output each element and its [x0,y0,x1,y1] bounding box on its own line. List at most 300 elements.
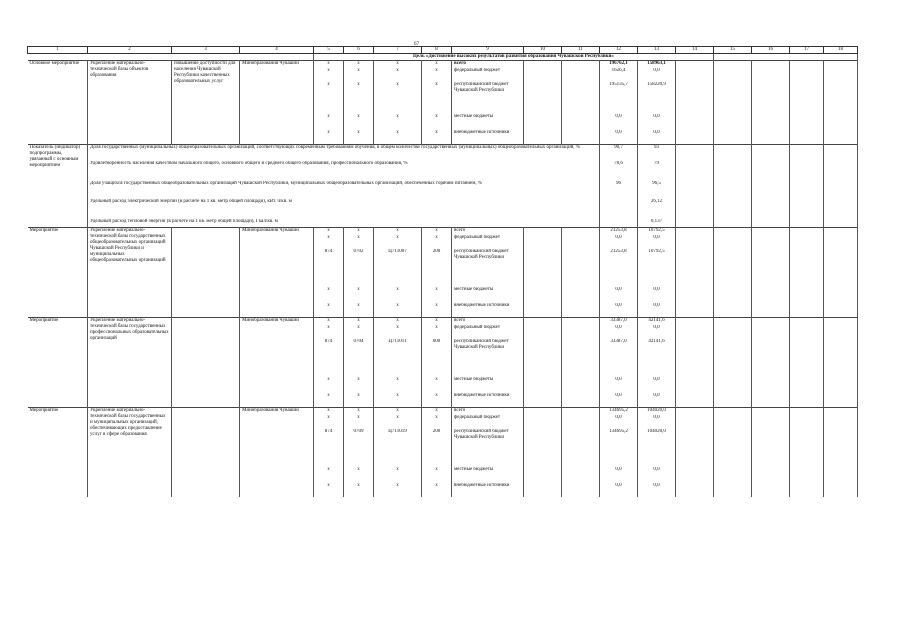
expense-group-code: x [422,287,452,303]
column-number: 14 [676,47,714,54]
funding-source: местные бюджеты [452,377,524,393]
funding-source: внебюджетные источники [452,130,524,145]
table-cell [824,415,858,429]
funding-source: местные бюджеты [452,467,524,483]
table-cell [676,303,714,318]
table-cell [676,318,714,326]
table-cell [524,114,562,130]
table-cell [714,377,752,393]
table-cell [824,339,858,377]
table-cell [676,287,714,303]
table-cell [562,393,600,408]
indicator-row [28,199,858,219]
table-cell [676,130,714,145]
grbs-code: 874 [314,339,344,377]
table-cell [676,408,714,416]
table-cell [752,377,790,393]
row-type-label: Основное мероприятие [28,61,88,145]
table-cell [524,61,562,69]
table-cell [824,429,858,467]
table-cell [524,303,562,318]
table-cell [524,82,562,114]
section-code: x [344,393,374,408]
expense-group-code: 200 [422,429,452,467]
table-cell [714,130,752,145]
event-name: Укрепление материально-технической базы государственных общеобразовательных организаций Чувашской Республики и муниципальных общеобразовательных организаций [88,228,172,318]
value-year-1: 21253,8 [600,228,638,236]
table-cell [714,325,752,339]
target-article-code: x [374,82,422,114]
value-year-1: 1626,4 [600,68,638,82]
target-article-code: x [374,393,422,408]
funding-source: федеральный бюджет [452,415,524,429]
executor: Минобразования Чувашии [240,408,314,498]
table-cell [562,339,600,377]
row-type-label: Мероприятие [28,408,88,498]
table-cell [790,408,824,416]
table-cell [790,429,824,467]
value-year-2: 0,0 [638,68,676,82]
value-year-1: 0,0 [600,483,638,497]
value-year-2: 158963,1 [638,61,676,69]
table-cell [676,228,714,236]
table-cell [562,415,600,429]
table-row [28,61,858,69]
table-cell [676,68,714,82]
target-article-code: Ц711019 [374,429,422,467]
funding-source: федеральный бюджет [452,325,524,339]
table-cell [824,325,858,339]
table-cell [676,325,714,339]
table-cell [824,303,858,318]
table-cell [676,393,714,408]
section-code: x [344,318,374,326]
table-cell [790,68,824,82]
value-year-1: 196762,1 [600,61,638,69]
grbs-code: 874 [314,429,344,467]
funding-source: всего [452,228,524,236]
section-code: x [344,130,374,145]
expected-result [172,408,240,498]
expense-group-code: 200 [422,249,452,287]
table-cell [714,228,752,236]
target-article-code: x [374,228,422,236]
section-code: 0702 [344,249,374,287]
table-cell [562,130,600,145]
table-cell [790,339,824,377]
table-cell [752,467,790,483]
table-cell [824,82,858,114]
table-cell [676,219,714,228]
grbs-code: x [314,467,344,483]
value-year-2: 104020,0 [638,429,676,467]
column-number: 15 [714,47,752,54]
column-number: 9 [452,47,524,54]
table-cell [790,483,824,497]
goal-title: Цель «Достижение высоких результатов развития образования Чувашской Республики» [314,54,714,61]
table-cell [790,145,824,162]
indicator-value-2: 79 [638,161,676,181]
target-article-code: Ц711007 [374,249,422,287]
grbs-code: x [314,483,344,497]
page-number: 67 [414,42,419,47]
section-code: x [344,114,374,130]
value-year-1: 195135,7 [600,82,638,114]
target-article-code: x [374,303,422,318]
table-cell [524,325,562,339]
table-cell [714,318,752,326]
table-cell [524,68,562,82]
row-type-label: Мероприятие [28,228,88,318]
table-cell [790,318,824,326]
table-cell [824,68,858,82]
table-cell [562,287,600,303]
funding-source: республиканский бюджет Чувашской Республики [452,339,524,377]
target-article-code: x [374,377,422,393]
target-article-code: x [374,467,422,483]
table-cell [824,199,858,219]
table-cell [790,287,824,303]
table-cell [562,235,600,249]
indicator-value-1: 96 [600,181,638,199]
table-cell [676,249,714,287]
indicator-text: Удельный расход тепловой энергии (в расчете на 1 кв. метр общей площади), Гкал/кв. м [88,219,600,228]
grbs-code: x [314,287,344,303]
grbs-code: x [314,130,344,145]
table-cell [524,429,562,467]
table-row [28,228,858,236]
table-row [28,318,858,326]
grbs-code: x [314,318,344,326]
table-cell [524,415,562,429]
table-cell [824,393,858,408]
grbs-code: 874 [314,249,344,287]
target-article-code: Ц711011 [374,339,422,377]
table-cell [524,408,562,416]
target-article-code: x [374,318,422,326]
table-cell [524,377,562,393]
event-name: Укрепление материально-технической базы государственных профессиональных образовательных организаций [88,318,172,408]
value-year-1: 0,0 [600,303,638,318]
table-cell [714,408,752,416]
table-cell [790,303,824,318]
expected-result [172,228,240,318]
table-cell [824,235,858,249]
section-code: x [344,235,374,249]
grbs-code: x [314,408,344,416]
table-cell [524,287,562,303]
target-article-code: x [374,483,422,497]
column-number: 11 [562,47,600,54]
section-code: x [344,415,374,429]
column-number: 6 [344,47,374,54]
indicator-value-2: 96,5 [638,181,676,199]
indicator-value-2: 93 [638,145,676,162]
expense-group-code: x [422,467,452,483]
indicator-value-1: 90,7 [600,145,638,162]
value-year-1: 134695,2 [600,429,638,467]
table-cell [752,287,790,303]
value-year-2: 0,0 [638,377,676,393]
table-cell [752,161,790,181]
table-cell [714,82,752,114]
table-cell [752,415,790,429]
funding-source: республиканский бюджет Чувашской Республики [452,429,524,467]
expense-group-code: x [422,408,452,416]
table-cell [676,145,714,162]
table-cell [676,339,714,377]
table-cell [824,145,858,162]
column-number: 8 [422,47,452,54]
funding-source: внебюджетные источники [452,393,524,408]
table-cell [752,318,790,326]
value-year-2: 0,0 [638,467,676,483]
indicator-text: Доля государственных (муниципальных) общеобразовательных организаций, соответствующих современным требованиям обучения, в общем количестве государственных (муниципальных) общеобразовательных организаций, % [88,145,600,162]
value-year-2: 42141,6 [638,339,676,377]
value-year-2: 0,0 [638,303,676,318]
value-year-1: 0,0 [600,130,638,145]
value-year-2: 0,0 [638,393,676,408]
funding-source: федеральный бюджет [452,235,524,249]
table-cell [790,61,824,69]
expense-group-code: x [422,318,452,326]
table-cell [752,393,790,408]
table-cell [524,339,562,377]
table-cell [714,61,752,69]
indicator-row [28,161,858,181]
value-year-2: 0,0 [638,325,676,339]
value-year-1: 134695,2 [600,408,638,416]
table-cell [562,408,600,416]
table-cell [752,145,790,162]
table-cell [824,161,858,181]
table-cell [824,114,858,130]
table-cell [752,235,790,249]
table-cell [714,161,752,181]
column-number: 10 [524,47,562,54]
table-cell [752,339,790,377]
section-code: x [344,325,374,339]
table-cell [524,393,562,408]
table-cell [790,219,824,228]
table-cell [752,228,790,236]
target-article-code: x [374,61,422,69]
table-cell [562,325,600,339]
table-cell [524,318,562,326]
column-number: 18 [824,47,858,54]
value-year-1: 33387,0 [600,339,638,377]
value-year-2: 0,0 [638,287,676,303]
section-code: x [344,467,374,483]
grbs-code: x [314,61,344,69]
grbs-code: x [314,235,344,249]
table-cell [714,393,752,408]
value-year-1: 33387,0 [600,318,638,326]
table-cell [752,61,790,69]
value-year-2: 0,0 [638,114,676,130]
section-code: x [344,82,374,114]
table-cell [752,303,790,318]
column-number: 1 [28,47,88,54]
table-cell [676,467,714,483]
table-cell [524,483,562,497]
row-type-label: Мероприятие [28,318,88,408]
value-year-2: 0,0 [638,130,676,145]
value-year-2: 0,0 [638,235,676,249]
table-cell [714,303,752,318]
table-cell [790,228,824,236]
table-cell [562,68,600,82]
indicator-value-2: 26,12 [638,199,676,219]
table-cell [562,82,600,114]
table-cell [714,287,752,303]
expense-group-code: x [422,82,452,114]
table-cell [752,325,790,339]
table-cell [824,181,858,199]
column-number: 2 [88,47,172,54]
table-cell [714,145,752,162]
value-year-2: 158220,9 [638,82,676,114]
value-year-1: 21253,8 [600,249,638,287]
table-cell [752,199,790,219]
value-year-1: 0,0 [600,377,638,393]
grbs-code: x [314,393,344,408]
indicator-text: Удельный расход электрической энергии (в расчете на 1 кв. метр общей площади), кВт. ч/кв. м [88,199,600,219]
value-year-1: 0,0 [600,235,638,249]
indicator-text: Удовлетворенность населения качеством начального общего, основного общего и среднего общего образования, профессионального образования, % [88,161,600,181]
column-number: 17 [790,47,824,54]
value-year-1: 0,0 [600,467,638,483]
table-cell [790,82,824,114]
table-cell [824,61,858,69]
grbs-code: x [314,228,344,236]
table-cell [752,249,790,287]
funding-source: внебюджетные источники [452,483,524,497]
table-cell [714,415,752,429]
value-year-2: 0,0 [638,483,676,497]
grbs-code: x [314,68,344,82]
table-row [28,408,858,416]
funding-source: всего [452,408,524,416]
table-cell [790,415,824,429]
table-cell [676,429,714,467]
table-cell [752,408,790,416]
funding-source: всего [452,61,524,69]
grbs-code: x [314,303,344,318]
table-cell [752,429,790,467]
table-cell [562,228,600,236]
value-year-1: 0,0 [600,325,638,339]
target-article-code: x [374,287,422,303]
table-cell [752,219,790,228]
value-year-2: 10792,5 [638,228,676,236]
column-number: 3 [172,47,240,54]
value-year-1: 0,0 [600,114,638,130]
section-code: 0709 [344,429,374,467]
expense-group-code: x [422,228,452,236]
table-cell [824,318,858,326]
table-cell [524,228,562,236]
section-code: x [344,303,374,318]
indicator-row [28,181,858,199]
table-cell [824,287,858,303]
table-cell [562,61,600,69]
expected-result: повышение доступности для населения Чувашской Республики качественных образовательных услуг [172,61,240,145]
section-code: x [344,228,374,236]
event-name: Укрепление материально-технической базы объектов образования [88,61,172,145]
table-cell [790,199,824,219]
expense-group-code: x [422,377,452,393]
column-number: 12 [600,47,638,54]
table-cell [752,181,790,199]
table-cell [676,82,714,114]
table-cell [824,249,858,287]
table-cell [714,114,752,130]
table-cell [824,219,858,228]
executor: Минобразования Чувашии [240,318,314,408]
executor: Минобразования Чувашии [240,61,314,145]
value-year-2: 42141,6 [638,318,676,326]
column-number: 16 [752,47,790,54]
column-number-row [28,47,858,54]
grbs-code: x [314,82,344,114]
funding-source: внебюджетные источники [452,303,524,318]
value-year-2: 0,0 [638,415,676,429]
expense-group-code: x [422,130,452,145]
program-table [27,46,858,497]
table-cell [824,408,858,416]
value-year-2: 10792,5 [638,249,676,287]
target-article-code: x [374,68,422,82]
table-cell [562,114,600,130]
value-year-1: 0,0 [600,287,638,303]
table-cell [790,393,824,408]
value-year-1: 0,0 [600,393,638,408]
table-cell [714,483,752,497]
table-cell [824,130,858,145]
expense-group-code: x [422,393,452,408]
table-cell [824,228,858,236]
target-article-code: x [374,114,422,130]
table-cell [714,249,752,287]
indicator-value-1 [600,219,638,228]
target-article-code: x [374,415,422,429]
table-cell [752,483,790,497]
table-cell [790,377,824,393]
table-cell [824,467,858,483]
expected-result [172,318,240,408]
section-code: x [344,68,374,82]
target-article-code: x [374,325,422,339]
grbs-code: x [314,114,344,130]
section-code: x [344,287,374,303]
table-cell [752,82,790,114]
table-cell [752,68,790,82]
grbs-code: x [314,415,344,429]
table-cell [524,467,562,483]
table-cell [714,235,752,249]
table-cell [524,130,562,145]
table-cell [524,235,562,249]
table-cell [790,130,824,145]
table-cell [714,181,752,199]
table-cell [714,429,752,467]
funding-source: местные бюджеты [452,287,524,303]
event-name: Укрепление материально-технической базы государственных и муниципальных организаций, обеспечивающих предоставление услуг в сфере образования [88,408,172,498]
table-cell [562,377,600,393]
table-cell [790,161,824,181]
table-cell [714,339,752,377]
